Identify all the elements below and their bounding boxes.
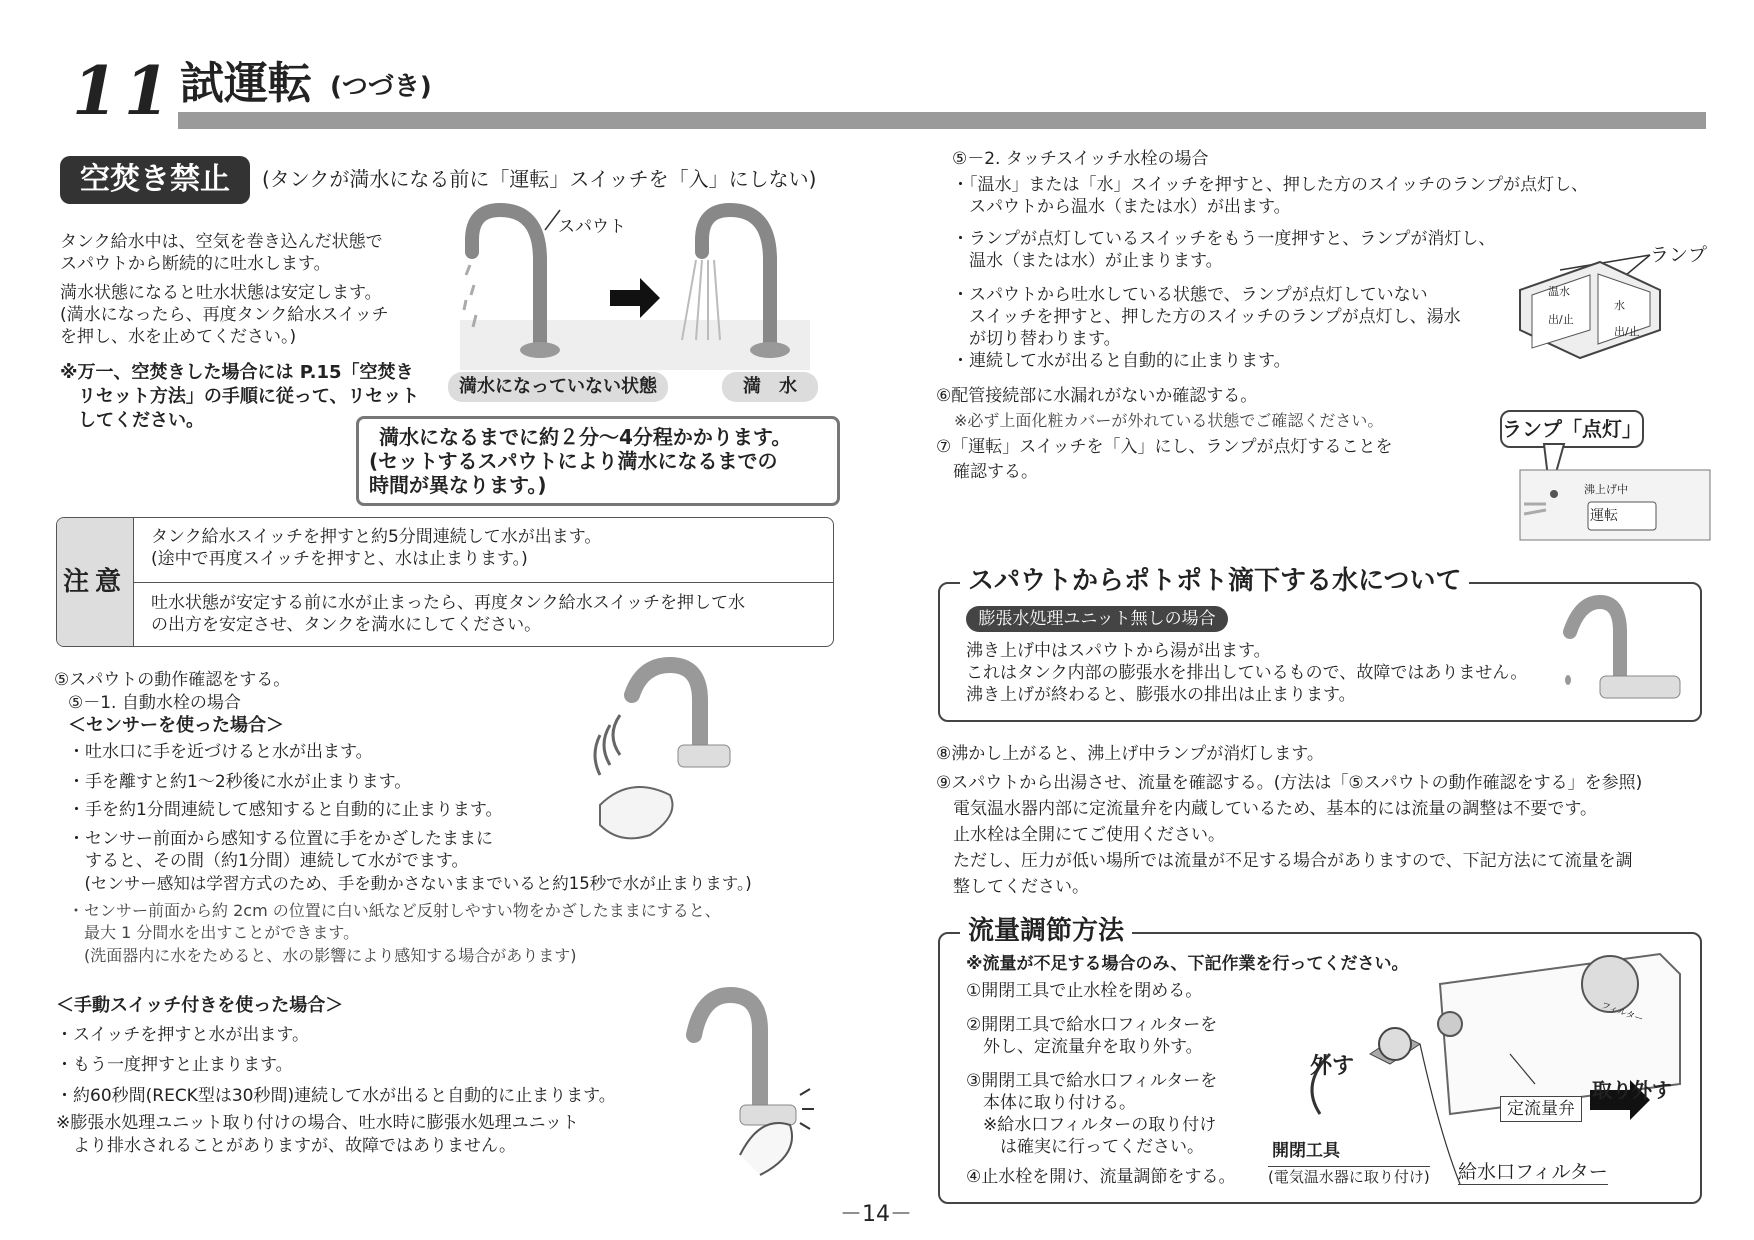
touch-item-6: スイッチを押すと、押した方のスイッチのランプが点灯し、湯水 — [952, 307, 1461, 327]
page-number: －14－ — [840, 1202, 912, 1227]
drip-line-1: 沸き上げ中はスパウトから湯が出ます。 — [966, 641, 1271, 661]
step9-line2: 電気温水器内部に定流量弁を内蔵しているため、基本的には流量の調整は不要です。 — [936, 799, 1597, 819]
step9-line5: 整してください。 — [936, 877, 1089, 897]
sensor-item-1: ・吐水口に手を近づけると水が出ます。 — [68, 742, 373, 762]
flow-adjust-note: ※流量が不足する場合のみ、下記作業を行ってください。 — [966, 954, 1409, 974]
fill-time-line3: 時間が異なります。) — [369, 473, 547, 497]
touch-item-3: ・ランプが点灯しているスイッチをもう一度押すと、ランプが消灯し、 — [952, 229, 1496, 249]
manual-head: ＜手動スイッチ付きを使った場合＞ — [56, 995, 344, 1016]
no-empty-heating-badge: 空焚き禁止 — [60, 156, 250, 204]
lamp-label: ランプ — [1650, 244, 1708, 266]
para3-line2: リセット方法」の手順に従って、リセット — [78, 386, 420, 407]
panel-run-button: 運転 — [1590, 508, 1618, 524]
fill-time-line1: 満水になるまでに約２分～4分程かかります。 — [379, 425, 792, 449]
flow-step2-line1: ②開閉工具で給水口フィルターを — [966, 1015, 1218, 1035]
no-empty-heating-note: (タンクが満水になる前に「運転」スイッチを「入」にしない) — [262, 167, 817, 191]
flow-step3-line1: ③開閉工具で給水口フィルターを — [966, 1071, 1218, 1091]
manual-item-2: ・もう一度押すと止まります。 — [56, 1055, 293, 1075]
drip-notice-title: スパウトからポトポト滴下する水について — [960, 566, 1469, 596]
panel-boiling-label: 沸上げ中 — [1584, 483, 1628, 496]
drip-line-3: 沸き上げが終わると、膨張水の排出は止まります。 — [966, 685, 1356, 705]
caution-table — [56, 517, 834, 647]
switch-hot-label: 温水 — [1548, 285, 1570, 298]
flow-adjust-title: 流量調節方法 — [960, 916, 1132, 946]
caution-divider — [133, 582, 833, 583]
para2-line1: 満水状態になると吐水状態は安定します。 — [60, 283, 382, 303]
step9-line1: ⑨スパウトから出湯させ、流量を確認する。(方法は「⑤スパウトの動作確認をする」を参照) — [936, 773, 1643, 793]
label-filter-small: フィルター — [1599, 1000, 1645, 1026]
touch-switch-illustration — [1510, 250, 1670, 360]
section-number: 11 — [72, 52, 176, 130]
manual-item-4: ※膨張水処理ユニット取り付けの場合、吐水時に膨張水処理ユニット — [56, 1113, 579, 1133]
manual-item-1: ・スイッチを押すと水が出ます。 — [56, 1025, 309, 1045]
label-tool: 開閉工具 — [1272, 1141, 1340, 1161]
para1-line1: タンク給水中は、空気を巻き込んだ状態で — [60, 232, 383, 252]
sensor-item-5: すると、その間（約1分間）連続して水がでます。 — [68, 851, 469, 871]
step6-text: ⑥配管接続部に水漏れがないか確認する。 — [936, 386, 1258, 406]
flow-step4: ④止水栓を開け、流量調節をする。 — [966, 1167, 1236, 1187]
touch-item-8: ・連続して水が出ると自動的に止まります。 — [952, 351, 1291, 371]
label-filter: 給水口フィルター — [1458, 1161, 1608, 1183]
touch-item-1: ・「温水」または「水」スイッチを押すと、押した方のスイッチのランプが点灯し、 — [952, 175, 1589, 195]
drip-faucet-illustration — [1560, 592, 1690, 712]
switch-cold-out: 出/止 — [1614, 325, 1640, 338]
step9-line3: 止水栓は全開にてご使用ください。 — [936, 825, 1225, 845]
para3-line1: ※万一、空焚きした場合には P.15「空焚き — [60, 362, 414, 383]
switch-cold-label: 水 — [1614, 299, 1625, 312]
fill-time-box — [356, 416, 840, 506]
step8-text: ⑧沸かし上がると、沸上げ中ランプが消灯します。 — [936, 744, 1324, 764]
para3-line3: してください。 — [78, 410, 204, 431]
spout-label: スパウト — [558, 217, 626, 237]
para2-line2: (満水になったら、再度タンク給水スイッチ — [60, 305, 389, 325]
label-remove: 外す — [1310, 1054, 1355, 1079]
sensor-item-2: ・手を離すと約1～2秒後に水が止まります。 — [68, 772, 412, 792]
label-take-out: 取り外す — [1592, 1078, 1672, 1102]
label-tool-note: (電気温水器に取り付け) — [1268, 1168, 1430, 1186]
lamp-on-callout: ランプ「点灯」 — [1500, 410, 1644, 448]
header-rule — [178, 112, 1706, 129]
fill-time-line2: (セットするスパウトにより満水になるまでの — [369, 449, 778, 473]
drip-line-2: これはタンク内部の膨張水を排出しているもので、故障ではありません。 — [966, 663, 1528, 683]
para1-line2: スパウトから断続的に吐水します。 — [60, 254, 331, 274]
manual-item-5: より排水されることがありますが、故障ではありません。 — [56, 1136, 517, 1156]
flow-step3-line4: は確実に行ってください。 — [966, 1137, 1204, 1157]
no-expansion-unit-badge: 膨張水処理ユニット無しの場合 — [966, 606, 1228, 632]
para2-line3: を押し、水を止めてください。) — [60, 327, 297, 347]
touch-item-7: が切り替わります。 — [952, 329, 1121, 349]
label-constant-flow-valve: 定流量弁 — [1500, 1096, 1582, 1122]
paper-item-3: (洗面器内に水をためると、水の影響により感知する場合があります) — [68, 946, 577, 965]
label-full: 満 水 — [722, 372, 818, 402]
touch-item-5: ・スパウトから吐水している状態で、ランプが点灯していない — [952, 285, 1428, 305]
paper-item-1: ・センサー前面から約 2cm の位置に白い紙など反射しやすい物をかざしたままにすると、 — [68, 901, 721, 920]
sensor-head: ＜センサーを使った場合＞ — [68, 715, 284, 736]
caution-row2-line2: の出方を安定させ、タンクを満水にしてください。 — [151, 615, 542, 635]
step5-title: ⑤スパウトの動作確認をする。 — [54, 670, 291, 690]
sensor-faucet-illustration — [590, 655, 750, 865]
touch-item-4: 温水（または水）が止まります。 — [952, 251, 1223, 271]
paper-item-2: 最大 1 分間水を出すことができます。 — [68, 923, 360, 942]
page-subtitle: (つづき) — [330, 72, 432, 102]
caution-row2-line1: 吐水状態が安定する前に水が止まったら、再度タンク給水スイッチを押して水 — [151, 593, 745, 613]
flow-valve-illustration — [1300, 944, 1690, 1184]
caution-row1-line2: (途中で再度スイッチを押すと、水は止まります。) — [151, 549, 528, 569]
sensor-item-6: (センサー感知は学習方式のため、手を動かさないままでいると約15秒で水が止まります。) — [68, 874, 752, 893]
step7-line2: 確認する。 — [936, 462, 1038, 482]
manual-item-3: ・約60秒間(RECK型は30秒間)連続して水が出ると自動的に止まります。 — [56, 1086, 616, 1106]
caution-head: 注意 — [57, 518, 134, 646]
page-title: 試運転 — [180, 58, 312, 109]
manual-faucet-illustration — [680, 985, 810, 1185]
sensor-item-4: ・センサー前面から感知する位置に手をかざしたままに — [68, 829, 493, 849]
switch-hot-out: 出/止 — [1548, 313, 1574, 326]
step5-sub1: ⑤－1. 自動水栓の場合 — [68, 693, 241, 713]
touch-item-2: スパウトから温水（または水）が出ます。 — [952, 197, 1291, 217]
flow-step2-line2: 外し、定流量弁を取り外す。 — [966, 1037, 1203, 1057]
caution-row1-line1: タンク給水スイッチを押すと約5分間連続して水が出ます。 — [151, 527, 602, 547]
flow-step3-line3: ※給水口フィルターの取り付け — [966, 1115, 1217, 1135]
flow-step1: ①開閉工具で止水栓を閉める。 — [966, 981, 1203, 1001]
flow-step3-line2: 本体に取り付ける。 — [966, 1093, 1136, 1113]
spout-illustration-not-full — [450, 190, 830, 380]
step7-line1: ⑦「運転」スイッチを「入」にし、ランプが点灯することを — [936, 437, 1393, 457]
step9-line4: ただし、圧力が低い場所では流量が不足する場合がありますので、下記方法にて流量を調 — [936, 851, 1633, 871]
step6-note: ※必ず上面化粧カバーが外れている状態でご確認ください。 — [954, 411, 1384, 430]
label-not-full: 満水になっていない状態 — [448, 372, 668, 402]
sensor-item-3: ・手を約1分間連続して感知すると自動的に止まります。 — [68, 800, 503, 820]
step5-sub2: ⑤－2. タッチスイッチ水栓の場合 — [952, 149, 1209, 169]
